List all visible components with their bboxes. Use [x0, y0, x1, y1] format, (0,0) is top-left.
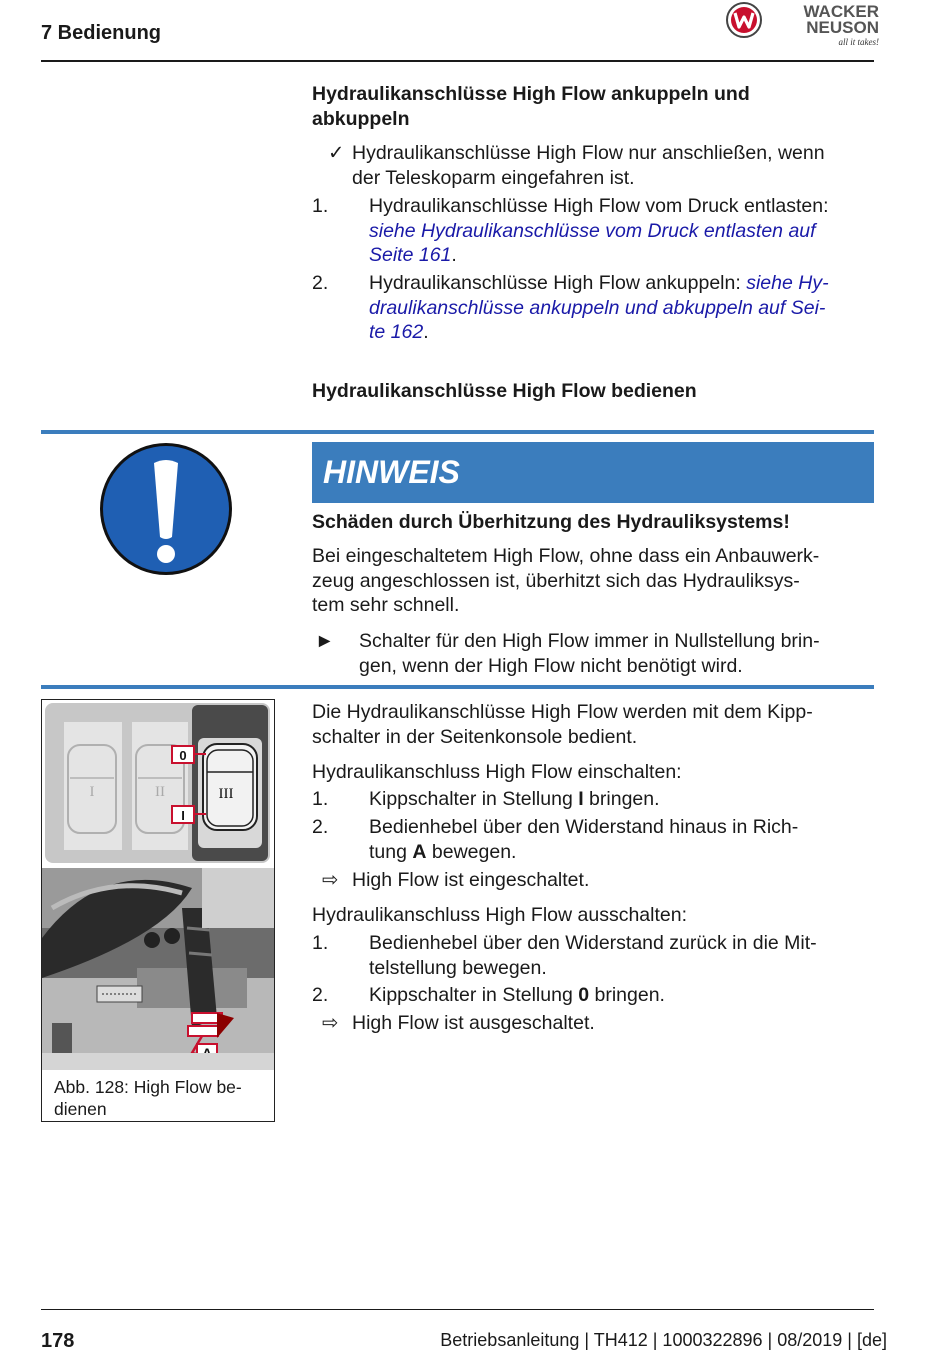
section-title-operate: Hydraulikanschlüsse High Flow bedienen [312, 380, 697, 402]
notice-banner: HINWEIS [312, 442, 874, 503]
on-result: ⇨ High Flow ist eingeschaltet. [322, 869, 590, 891]
notice-body: Bei eingeschaltetem High Flow, ohne dass ein Anbauwerk- zeug angeschlossen ist, überhitzt sich das Hydrauliksys- tem sehr schnell. [312, 545, 820, 616]
on-step-2: 2. Bedienhebel über den Widerstand hinaus in Rich- tung A bewegen. [312, 816, 799, 863]
chapter-title: 7 Bedienung [41, 22, 162, 44]
off-step-1: 1. Bedienhebel über den Widerstand zurück in die Mit- telstellung bewegen. [312, 932, 817, 979]
mandatory-exclamation-icon [98, 441, 234, 577]
step-1: 1. Hydraulikanschlüsse High Flow vom Druck entlasten: siehe Hydraulikanschlüsse vom Druck entlasten auf Seite 161. [312, 195, 829, 266]
step-2: 2. Hydraulikanschlüsse High Flow ankuppeln: siehe Hy- draulikanschlüsse ankuppeln und abkuppeln auf Sei- te 162. [312, 272, 829, 343]
footer-rule [41, 1309, 874, 1310]
switch-label-3: III [218, 786, 234, 802]
figure-caption: Abb. 128: High Flow be- dienen [54, 1077, 242, 1119]
switch-off-title: Hydraulikanschluss High Flow ausschalten: [312, 904, 688, 926]
switch-label-2: II [155, 784, 165, 800]
notice-top-rule [41, 430, 874, 434]
switch-on-title: Hydraulikanschluss High Flow einschalten: [312, 761, 682, 783]
brand-slogan: all it takes! [838, 37, 879, 47]
notice-heading: Schäden durch Überhitzung des Hydrauliksystems! [312, 511, 790, 533]
callout-0: 0 [179, 748, 187, 763]
intro-paragraph: Die Hydraulikanschlüsse High Flow werden mit dem Kipp- schalter in der Seitenkonsole bedient. [312, 701, 813, 748]
notice-bottom-rule [41, 685, 874, 689]
header-rule [41, 60, 874, 62]
result-arrow-icon: ⇨ [322, 1012, 339, 1034]
brand-line2: NEUSON [806, 18, 879, 37]
cab-photo-illustration [42, 868, 274, 1070]
brand-line1: WACKER [803, 2, 879, 21]
callout-I: I [181, 808, 185, 823]
section-title-couple: Hydraulikanschlüsse High Flow ankuppeln und abkuppeln [312, 83, 750, 130]
arrow-bullet-icon: ► [315, 630, 335, 652]
notice-action: ► Schalter für den High Flow immer in Nullstellung brin- gen, wenn der High Flow nicht benötigt wird. [315, 630, 820, 677]
on-step-1: 1. Kippschalter in Stellung I bringen. [312, 788, 660, 810]
document-info: Betriebsanleitung | TH412 | 1000322896 | 08/2019 | [de] [440, 1330, 887, 1350]
link-page-161-cont[interactable]: Seite 161 [369, 244, 452, 266]
link-page-162[interactable]: siehe Hy- [746, 272, 829, 294]
prerequisite: ✓ Hydraulikanschlüsse High Flow nur anschließen, wenn der Teleskoparm eingefahren ist. [328, 142, 825, 189]
off-result: ⇨ High Flow ist ausgeschaltet. [322, 1012, 595, 1034]
result-arrow-icon: ⇨ [322, 869, 339, 891]
link-page-162-end[interactable]: te 162 [369, 321, 424, 343]
switch-label-1: I [89, 784, 95, 800]
page-number: 178 [41, 1330, 75, 1352]
link-page-161[interactable]: siehe Hydraulikanschlüsse vom Druck entlasten auf [369, 219, 816, 242]
wacker-neuson-logo [724, 2, 884, 50]
switch-panel-illustration [42, 700, 274, 868]
check-icon: ✓ [328, 142, 345, 164]
off-step-2: 2. Kippschalter in Stellung 0 bringen. [312, 984, 665, 1006]
link-page-162-cont[interactable]: draulikanschlüsse ankuppeln und abkuppeln auf Sei- [369, 296, 826, 319]
